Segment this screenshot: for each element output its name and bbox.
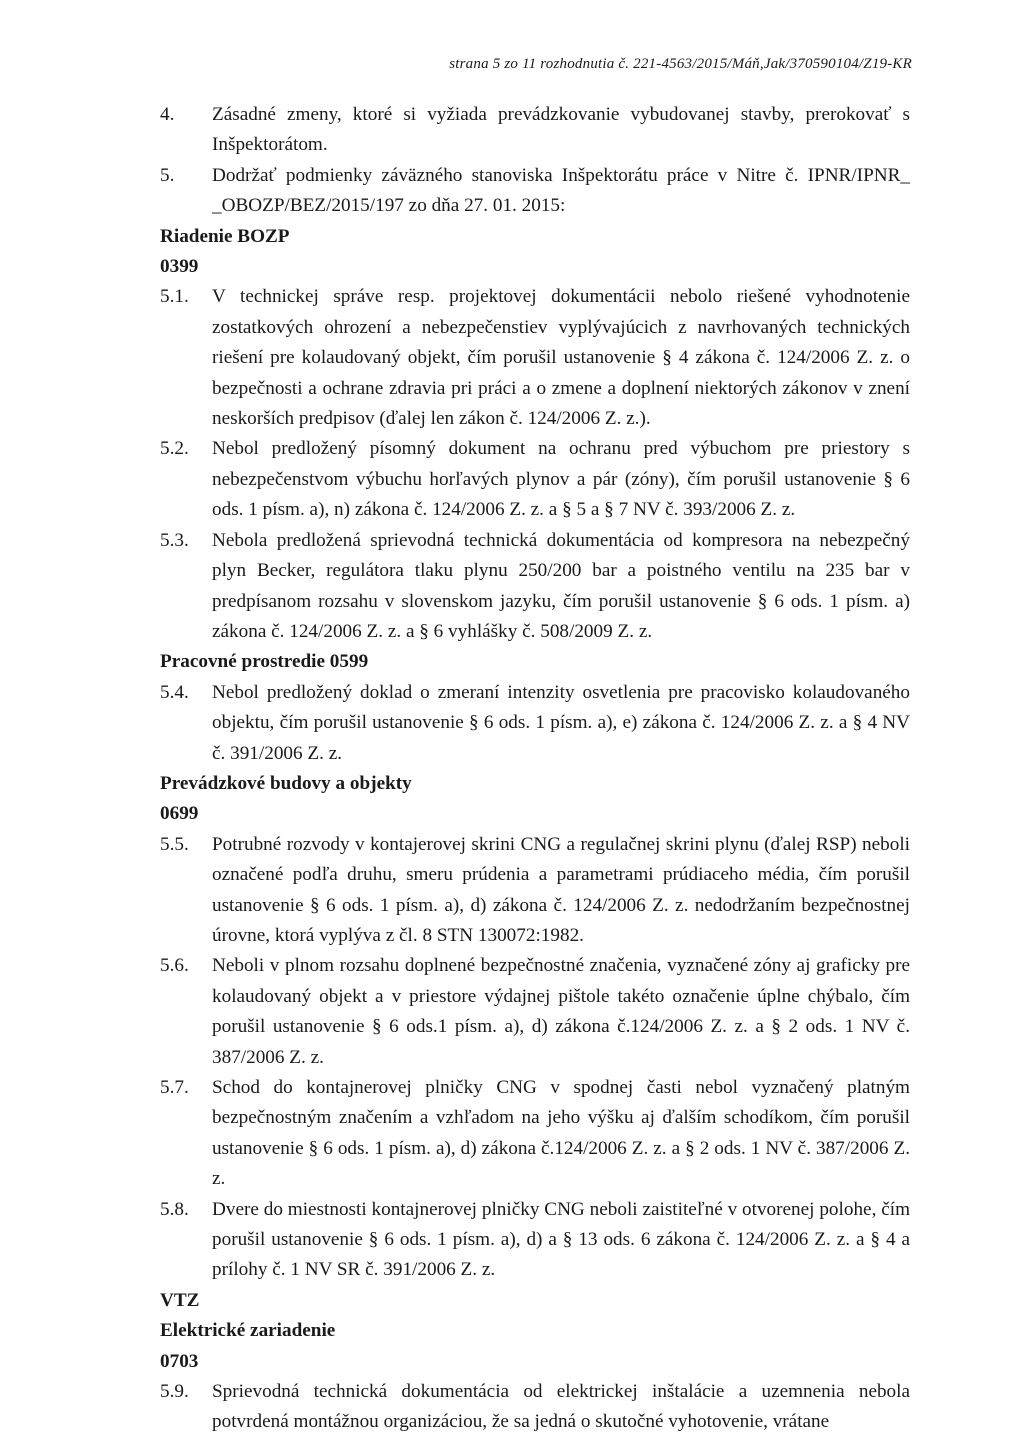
item-text: Zásadné zmeny, ktoré si vyžiada prevádzkovanie vybudovanej stavby, prerokovať s Inšpektorátom. bbox=[212, 104, 910, 156]
item-text: Schod do kontajnerovej plničky CNG v spodnej časti nebol vyznačený platným bezpečnostným značením a vzhľadom na jeho výšku aj ďalším schodíkom, čím porušil ustanovenie § 6 ods. 1 písm. a), d) zákona č.124/2006 Z. z. a § 2 ods. 1 NV č. 387/2006 Z. z. bbox=[212, 1077, 910, 1190]
list-item bbox=[160, 1073, 910, 1195]
item-number: 5.5. bbox=[160, 833, 189, 855]
item-text: Potrubné rozvody v kontajerovej skrini CNG a regulačnej skrini plynu (ďalej RSP) neboli označené podľa druhu, smeru prúdenia a parametrami prúdiaceho média, čím porušil ustanovenie § 6 ods. 1 písm. a), d) zákona č. 124/2006 Z. z. nedodržaním bezpečnostnej úrovne, ktorá vyplýva z čl. 8 STN 130072:1982. bbox=[212, 833, 910, 946]
item-number: 5.1. bbox=[160, 286, 189, 308]
item-text: Nebol predložený písomný dokument na ochranu pred výbuchom pre priestory s nebezpečenstvom výbuchu horľavých plynov a pár (zóny), čím porušil ustanovenie § 6 ods. 1 písm. a), n) zákona č. 124/2006 Z. z. a § 5 a § 7 NV č. 393/2006 Z. z. bbox=[212, 438, 910, 521]
item-number: 5.9. bbox=[160, 1381, 189, 1403]
section-heading-riadenie: Riadenie BOZP bbox=[160, 225, 290, 247]
list-item bbox=[160, 678, 910, 769]
section-code-elektricke: 0703 bbox=[160, 1350, 199, 1372]
intro-item-5 bbox=[160, 161, 910, 222]
item-text: Dodržať podmienky záväzného stanoviska Inšpektorátu práce v Nitre č. IPNR/IPNR_ _OBOZP/BEZ/2015/197 zo dňa 27. 01. 2015: bbox=[212, 164, 910, 217]
page-header: strana 5 zo 11 rozhodnutia č. 221-4563/2015/Máň,Jak/370590104/Z19-KR bbox=[449, 56, 912, 72]
section-code-riadenie: 0399 bbox=[160, 256, 199, 278]
item-number: 5.2. bbox=[160, 438, 189, 460]
item-number: 5. bbox=[160, 164, 175, 186]
section-heading-vtz: VTZ bbox=[160, 1289, 200, 1311]
list-item bbox=[160, 1377, 910, 1438]
section-heading-elektricke: Elektrické zariadenie bbox=[160, 1320, 336, 1342]
section-code-prevadzkove: 0699 bbox=[160, 803, 199, 825]
item-number: 5.8. bbox=[160, 1198, 189, 1220]
list-item bbox=[160, 830, 910, 952]
item-text: Nebola predložená sprievodná technická dokumentácia od kompresora na nebezpečný plyn Becker, regulátora tlaku plynu 250/200 bar a poistného ventilu na 235 bar v predpísanom rozsahu v slovenskom jazyku, čím porušil ustanovenie § 6 ods. 1 písm. a) zákona č. 124/2006 Z. z. a § 6 vyhlášky č. 508/2009 Z. z. bbox=[212, 529, 910, 642]
section-heading-pracovne: Pracovné prostredie 0599 bbox=[160, 651, 369, 673]
item-text: Sprievodná technická dokumentácia od elektrickej inštalácie a uzemnenia nebola potvrdená montážnou organizáciou, že sa jedná o skutočné vyhotovenie, vrátane bbox=[212, 1381, 910, 1433]
document-body bbox=[160, 100, 910, 1438]
item-number: 5.4. bbox=[160, 681, 189, 703]
item-number: 4. bbox=[160, 104, 175, 125]
item-number: 5.3. bbox=[160, 529, 189, 551]
list-item bbox=[160, 282, 910, 434]
list-item bbox=[160, 951, 910, 1073]
list-item bbox=[160, 526, 910, 648]
intro-item-4 bbox=[160, 100, 910, 161]
item-text: Dvere do miestnosti kontajnerovej plničky CNG neboli zaistiteľné v otvorenej polohe, čím porušil ustanovenie § 6 ods. 1 písm. a), d) a § 13 ods. 6 zákona č. 124/2006 Z. z. a § 4 a prílohy č. 1 NV SR č. 391/2006 Z. z. bbox=[212, 1198, 910, 1281]
list-item bbox=[160, 1195, 910, 1286]
section-heading-prevadzkove: Prevádzkové budovy a objekty bbox=[160, 772, 412, 794]
item-number: 5.7. bbox=[160, 1077, 189, 1098]
item-number: 5.6. bbox=[160, 955, 189, 977]
item-text: Neboli v plnom rozsahu doplnené bezpečnostné značenia, vyznačené zóny aj graficky pre kolaudovaný objekt a v priestore výdajnej pištole takéto označenie úplne chýbalo, čím porušil ustanovenie § 6 ods.1 písm. a), d) zákona č.124/2006 Z. z. a § 2 ods. 1 NV č. 387/2006 Z. z. bbox=[212, 955, 910, 1068]
item-text: V technickej správe resp. projektovej dokumentácii nebolo riešené vyhodnotenie zostatkových ohrození a nebezpečenstiev vyplývajúcich z navrhovaných technických riešení pre kolaudovaný objekt, čím porušil ustanovenie § 4 zákona č. 124/2006 Z. z. o bezpečnosti a ochrane zdravia pri práci a o zmene a doplnení niektorých zákonov v znení neskorších predpisov (ďalej len zákon č. 124/2006 Z. z.). bbox=[212, 286, 910, 430]
item-text: Nebol predložený doklad o zmeraní intenzity osvetlenia pre pracovisko kolaudovaného objektu, čím porušil ustanovenie § 6 ods. 1 písm. a), e) zákona č. 124/2006 Z. z. a § 4 NV č. 391/2006 Z. z. bbox=[212, 681, 910, 764]
list-item bbox=[160, 434, 910, 525]
